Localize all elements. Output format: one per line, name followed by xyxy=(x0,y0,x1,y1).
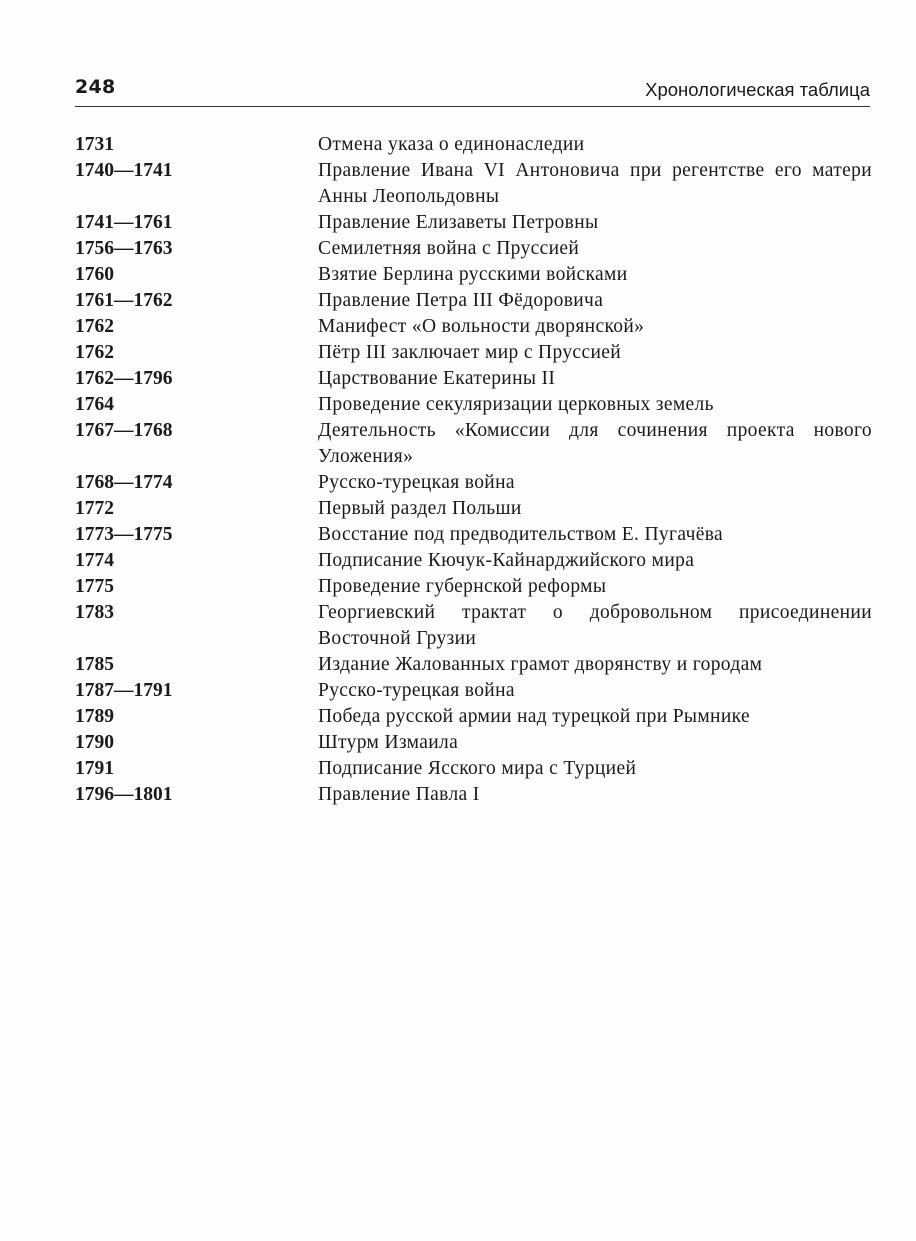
table-row xyxy=(75,236,872,262)
entry-date: 1772 xyxy=(75,498,114,519)
entry-date: 1756—1763 xyxy=(75,238,173,259)
entry-date: 1764 xyxy=(75,394,114,415)
entry-event: Отмена указа о единонаследии xyxy=(318,134,585,155)
entry-event: Правление Павла I xyxy=(318,784,480,805)
entry-event: Пётр III заключает мир с Пруссией xyxy=(318,342,622,363)
entry-date: 1740—1741 xyxy=(75,160,173,181)
entry-date: 1767—1768 xyxy=(75,420,173,441)
entry-event: Правление Ивана VI Антоновича при регентстве его матери Анны Леопольдовны xyxy=(318,160,872,207)
entry-date: 1789 xyxy=(75,706,114,727)
entry-date: 1785 xyxy=(75,654,114,675)
entry-event: Правление Елизаветы Петровны xyxy=(318,212,599,233)
entry-event: Издание Жалованных грамот дворянству и городам xyxy=(318,654,763,675)
entry-date: 1787—1791 xyxy=(75,680,173,701)
entry-event: Первый раздел Польши xyxy=(318,498,522,519)
table-row xyxy=(75,210,872,236)
entry-event: Манифест «О вольности дворянской» xyxy=(318,316,645,337)
table-row xyxy=(75,704,872,730)
chronology-table xyxy=(75,132,872,808)
table-row xyxy=(75,652,872,678)
entry-date: 1762—1796 xyxy=(75,368,173,389)
table-row xyxy=(75,158,872,210)
table-row xyxy=(75,132,872,158)
table-row xyxy=(75,496,872,522)
entry-event: Правление Петра III Фёдоровича xyxy=(318,290,604,311)
entry-event: Русско-турецкая война xyxy=(318,472,515,493)
entry-event: Восстание под предводительством Е. Пугачёва xyxy=(318,524,724,545)
entry-event: Царствование Екатерины II xyxy=(318,368,556,389)
table-row xyxy=(75,782,872,808)
entry-event: Штурм Измаила xyxy=(318,732,459,753)
table-row xyxy=(75,600,872,652)
entry-date: 1773—1775 xyxy=(75,524,173,545)
entry-event: Георгиевский трактат о добровольном присоединении Восточной Грузии xyxy=(318,602,872,649)
chronology-body xyxy=(75,132,872,808)
table-row xyxy=(75,340,872,366)
table-row xyxy=(75,470,872,496)
entry-date: 1761—1762 xyxy=(75,290,173,311)
entry-date: 1731 xyxy=(75,134,114,155)
table-row xyxy=(75,522,872,548)
entry-event: Подписание Кючук-Кайнарджийского мира xyxy=(318,550,695,571)
entry-date: 1741—1761 xyxy=(75,212,173,233)
page-number: 248 xyxy=(75,76,116,98)
table-row xyxy=(75,730,872,756)
table-row xyxy=(75,262,872,288)
entry-event: Проведение секуляризации церковных земель xyxy=(318,394,714,415)
page-header xyxy=(75,76,870,107)
entry-event: Семилетняя война с Пруссией xyxy=(318,238,580,259)
table-row xyxy=(75,288,872,314)
table-row xyxy=(75,756,872,782)
entry-date: 1775 xyxy=(75,576,114,597)
entry-date: 1762 xyxy=(75,342,114,363)
entry-event: Взятие Берлина русскими войсками xyxy=(318,264,628,285)
entry-event: Победа русской армии над турецкой при Рымнике xyxy=(318,706,750,727)
entry-event: Русско-турецкая война xyxy=(318,680,515,701)
entry-event: Проведение губернской реформы xyxy=(318,576,607,597)
table-row xyxy=(75,418,872,470)
running-title: Хронологическая таблица xyxy=(645,79,870,100)
entry-date: 1790 xyxy=(75,732,114,753)
entry-event: Подписание Ясского мира с Турцией xyxy=(318,758,637,779)
table-row xyxy=(75,678,872,704)
entry-event: Деятельность «Комиссии для сочинения проекта нового Уложения» xyxy=(318,420,872,467)
entry-date: 1760 xyxy=(75,264,114,285)
entry-date: 1768—1774 xyxy=(75,472,173,493)
entry-date: 1783 xyxy=(75,602,114,623)
table-row xyxy=(75,548,872,574)
entry-date: 1796—1801 xyxy=(75,784,173,805)
table-row xyxy=(75,314,872,340)
entry-date: 1774 xyxy=(75,550,114,571)
table-row xyxy=(75,574,872,600)
table-row xyxy=(75,366,872,392)
entry-date: 1791 xyxy=(75,758,114,779)
entry-date: 1762 xyxy=(75,316,114,337)
table-row xyxy=(75,392,872,418)
